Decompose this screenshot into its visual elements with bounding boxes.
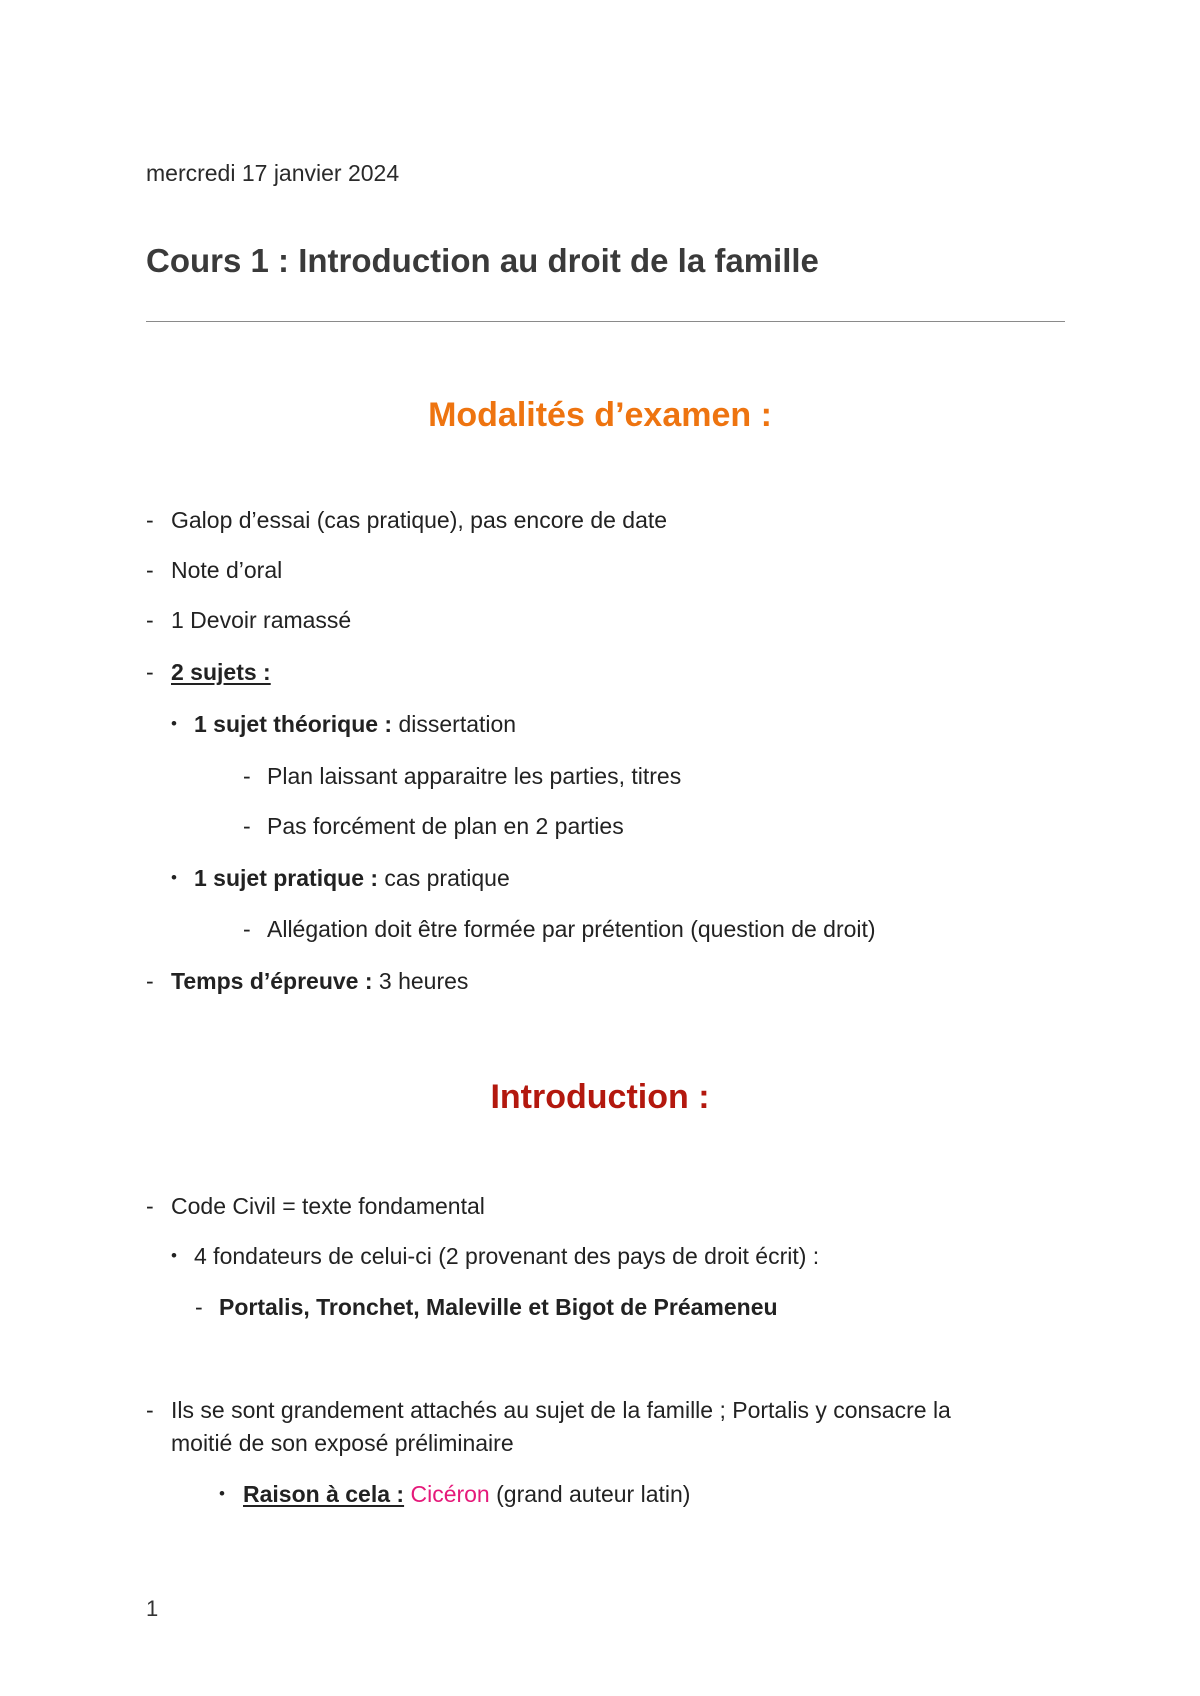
list-item: Galop d’essai (cas pratique), pas encore de date <box>171 507 668 533</box>
dash-marker: - <box>146 659 154 685</box>
reason-text: (grand auteur latin) <box>489 1481 691 1507</box>
dash-marker: - <box>195 1294 203 1320</box>
title-divider <box>146 321 1065 322</box>
founder-names: Portalis, Tronchet, Maleville et Bigot de Préameneu <box>219 1294 778 1320</box>
dash-marker: - <box>146 507 154 533</box>
subjects-label: 2 sujets : <box>171 659 271 685</box>
duration-text: 3 heures <box>372 968 469 994</box>
bullet-icon: • <box>219 1484 225 1503</box>
list-item: Note d’oral <box>171 557 283 583</box>
bullet-icon: • <box>171 868 177 887</box>
list-item-theory <box>194 709 516 739</box>
list-item: 4 fondateurs de celui-ci (2 provenant des pays de droit écrit) : <box>194 1243 820 1269</box>
dash-marker: - <box>146 968 154 994</box>
page-title: Cours 1 : Introduction au droit de la famille <box>146 242 819 279</box>
reason-name: Cicéron <box>410 1481 490 1507</box>
list-item: Allégation doit être formée par prétention (question de droit) <box>267 916 876 942</box>
dash-marker: - <box>146 1193 154 1219</box>
list-item-duration <box>171 966 468 996</box>
theory-label: 1 sujet théorique : <box>194 711 393 737</box>
introduction-heading: Introduction : <box>490 1078 710 1116</box>
bullet-icon: • <box>171 714 177 733</box>
document-date: mercredi 17 janvier 2024 <box>146 160 400 186</box>
list-item: Ils se sont grandement attachés au sujet de la famille ; Portalis y consacre la <box>171 1397 951 1423</box>
bullet-icon: • <box>171 1246 177 1265</box>
exam-heading: Modalités d’examen : <box>428 396 772 434</box>
list-item-practice <box>194 863 510 893</box>
page-number: 1 <box>146 1596 159 1621</box>
dash-marker: - <box>243 916 251 942</box>
dash-marker: - <box>146 557 154 583</box>
dash-marker: - <box>243 763 251 789</box>
dash-marker: - <box>146 607 154 633</box>
dash-marker: - <box>146 1397 154 1423</box>
reason-label: Raison à cela : <box>243 1481 405 1507</box>
list-item: Pas forcément de plan en 2 parties <box>267 813 624 839</box>
list-item-continuation: moitié de son exposé préliminaire <box>171 1430 514 1456</box>
dash-marker: - <box>243 813 251 839</box>
practice-label: 1 sujet pratique : <box>194 865 379 891</box>
list-item: Code Civil = texte fondamental <box>171 1193 485 1219</box>
list-item-reason <box>243 1479 690 1509</box>
list-item: Plan laissant apparaitre les parties, titres <box>267 763 682 789</box>
list-item: 1 Devoir ramassé <box>171 607 352 633</box>
theory-text: dissertation <box>392 711 517 737</box>
duration-label: Temps d’épreuve : <box>171 968 373 994</box>
practice-text: cas pratique <box>378 865 510 891</box>
